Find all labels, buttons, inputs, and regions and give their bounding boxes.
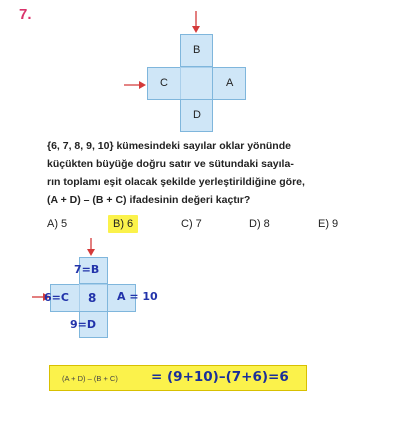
- solution-left-value: 6=C: [44, 291, 69, 304]
- choice-b[interactable]: B) 6: [108, 215, 138, 233]
- label-c: C: [160, 77, 168, 89]
- solution-right-value: A = 10: [117, 290, 158, 303]
- answer-work: = (9+10)–(7+6)=6: [151, 369, 289, 385]
- question-line: (A + D) – (B + C) ifadesinin değeri kaçtır?: [47, 194, 251, 206]
- right-arrow-icon: [124, 80, 148, 90]
- question-line: {6, 7, 8, 9, 10} kümesindeki sayılar oklar yönünde: [47, 140, 291, 152]
- label-a: A: [226, 77, 234, 89]
- solution-bottom-value: 9=D: [70, 318, 97, 331]
- down-arrow-icon: [86, 238, 96, 258]
- down-arrow-icon: [191, 11, 201, 35]
- question-line: küçükten büyüğe doğru satır ve sütundaki sayıla-: [47, 158, 294, 170]
- choice-a[interactable]: A) 5: [47, 218, 68, 230]
- answer-choices: [0, 216, 404, 236]
- label-b: B: [193, 44, 201, 56]
- question-line: rın toplamı eşit olacak şekilde yerleştirildiğine göre,: [47, 176, 305, 188]
- answer-expression: (A + D) – (B + C): [62, 374, 118, 383]
- solution-center-value: 8: [88, 291, 97, 305]
- answer-box: [49, 365, 307, 391]
- question-number: 7.: [19, 6, 32, 23]
- cell-center: [180, 67, 213, 100]
- question-text: [47, 137, 359, 209]
- label-d: D: [193, 109, 201, 121]
- solution-top-value: 7=B: [74, 263, 100, 276]
- choice-e[interactable]: E) 9: [318, 218, 339, 230]
- choice-c[interactable]: C) 7: [181, 218, 202, 230]
- choice-d[interactable]: D) 8: [249, 218, 270, 230]
